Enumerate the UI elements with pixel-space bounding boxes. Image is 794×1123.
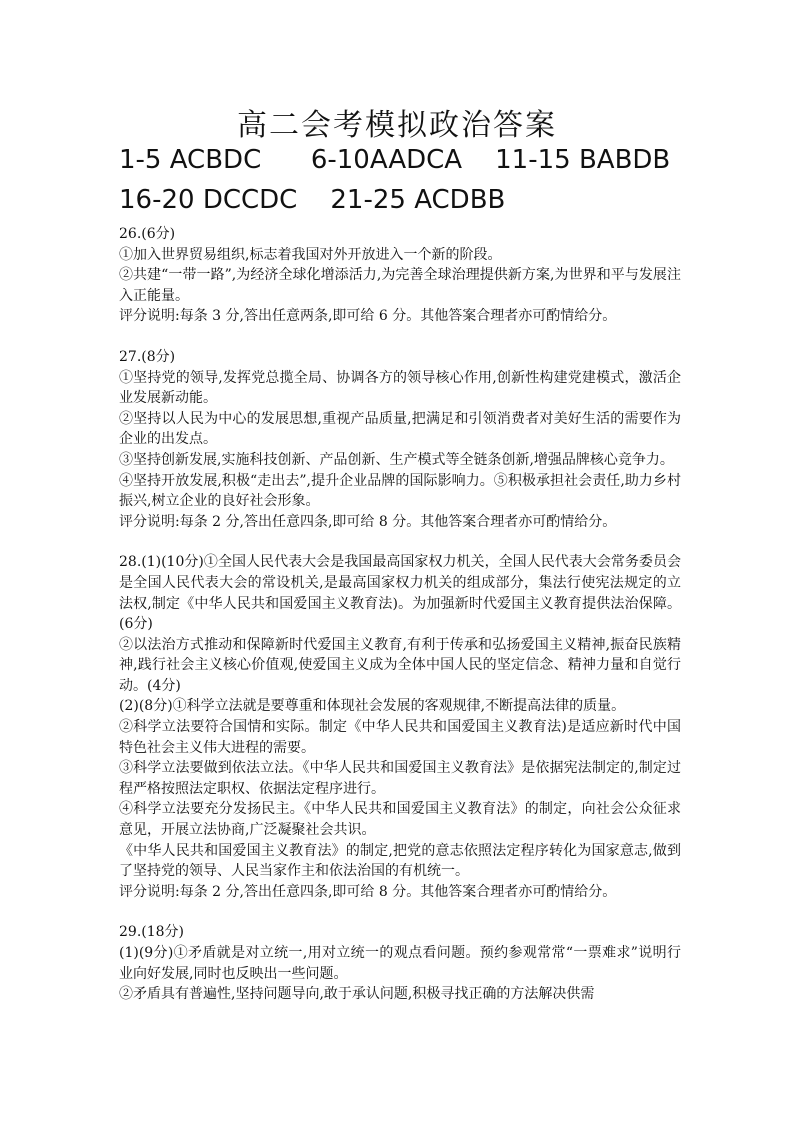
q28-part2-point-1: (2)(8分)①科学立法就是要尊重和体现社会发展的客观规律,不断提高法律的质量。 (119, 698, 626, 715)
q28-part1-point-2: ②以法治方式推动和保障新时代爱国主义教育,有利于传承和弘扬爱国主义精神,振奋民族精神,践行社会主义核心价值观,使爱国主义成为全体中国人民的坚定信念、精神力量和自觉行动。(4分) (119, 636, 681, 694)
q29-heading: 29.(18分) (119, 924, 185, 941)
answer-key-line-1: 1-5 ACBDC 6-10AADCA 11-15 BABDB (119, 145, 671, 175)
answer-key-line-2: 16-20 DCCDC 21-25 ACDBB (119, 185, 506, 215)
spacer (119, 532, 681, 552)
q28-part2-point-2: ②科学立法要符合国情和实际。制定《中华人民共和国爱国主义教育法)是适应新时代中国特色社会主义伟大进程的需要。 (119, 719, 681, 756)
q28-part1-point-1: 28.(1)(10分)①全国人民代表大会是我国最高国家权力机关，全国人民代表大会常务委员会是全国人民代表大会的常设机关,是最高国家权力机关的组成部分，集法行使宪法规定的立法权,制定《中华人民共和国爱国主义教育法)。为加强新时代爱国主义教育提供法治保障。(6分) (119, 554, 681, 633)
page-title: 高二会考模拟政治答案 (237, 108, 557, 143)
q27-point-4-5: ④坚持开放发展,积极“走出去”,提升企业品牌的国际影响力。⑤积极承担社会责任,助力乡村振兴,树立企业的良好社会形象。 (119, 472, 681, 510)
q27-point-2: ②坚持以人民为中心的发展思想,重视产品质量,把满足和引领消费者对美好生活的需要作为企业的出发点。 (119, 410, 681, 448)
q27-point-1: ①坚持党的领导,发挥党总揽全局、协调各方的领导核心作用,创新性构建党建模式，激活企业发展新动能。 (119, 369, 681, 407)
q27-scoring-note: 评分说明:每条 2 分,答出任意四条,即可给 8 分。其他答案合理者亦可酌情给分。 (119, 513, 617, 530)
q28-part2-point-3: ③科学立法要做到依法立法。《中华人民共和国爱国主义教育法》是依据宪法制定的,制定过程严格按照法定职权、依据法定程序进行。 (119, 760, 681, 797)
q29-part1-point-1: (1)(9分)①矛盾就是对立统一,用对立统一的观点看问题。预约参观常常“一票难求”说明行业向好发展,同时也反映出一些问题。 (119, 945, 681, 982)
q26-point-1: ①加入世界贸易组织,标志着我国对外开放进入一个新的阶段。 (119, 246, 502, 263)
q26-heading: 26.(6分) (119, 226, 176, 242)
q28-part2-summary: 《中华人民共和国爱国主义教育法》的制定,把党的意志依照法定程序转化为国家意志,做到了坚持党的领导、人民当家作主和依法治国的有机统一。 (119, 842, 681, 880)
spacer (119, 327, 681, 347)
q27-point-3: ③坚持创新发展,实施科技创新、产品创新、生产模式等全链条创新,增强品牌核心竞争力。 (119, 451, 674, 468)
spacer (119, 902, 681, 922)
q28-scoring-note: 评分说明:每条 2 分,答出任意四条,即可给 8 分。其他答案合理者亦可酌情给分。 (119, 883, 617, 900)
q26-scoring-note: 评分说明:每条 3 分,答出任意两条,即可给 6 分。其他答案合理者亦可酌情给分。 (119, 308, 617, 325)
q28-part2-point-4: ④科学立法要充分发扬民主。《中华人民共和国爱国主义教育法》的制定，向社会公众征求意见，开展立法协商,广泛凝聚社会共识。 (119, 801, 681, 839)
answer-body (119, 224, 681, 1005)
q27-heading: 27.(8分) (119, 348, 176, 365)
q29-part1-point-2: ②矛盾具有普遍性,坚持问题导向,敢于承认问题,积极寻找正确的方法解决供需 (119, 986, 595, 1003)
q26-point-2: ②共建“一带一路”,为经济全球化增添活力,为完善全球治理提供新方案,为世界和平与发展注入正能量。 (119, 267, 681, 304)
